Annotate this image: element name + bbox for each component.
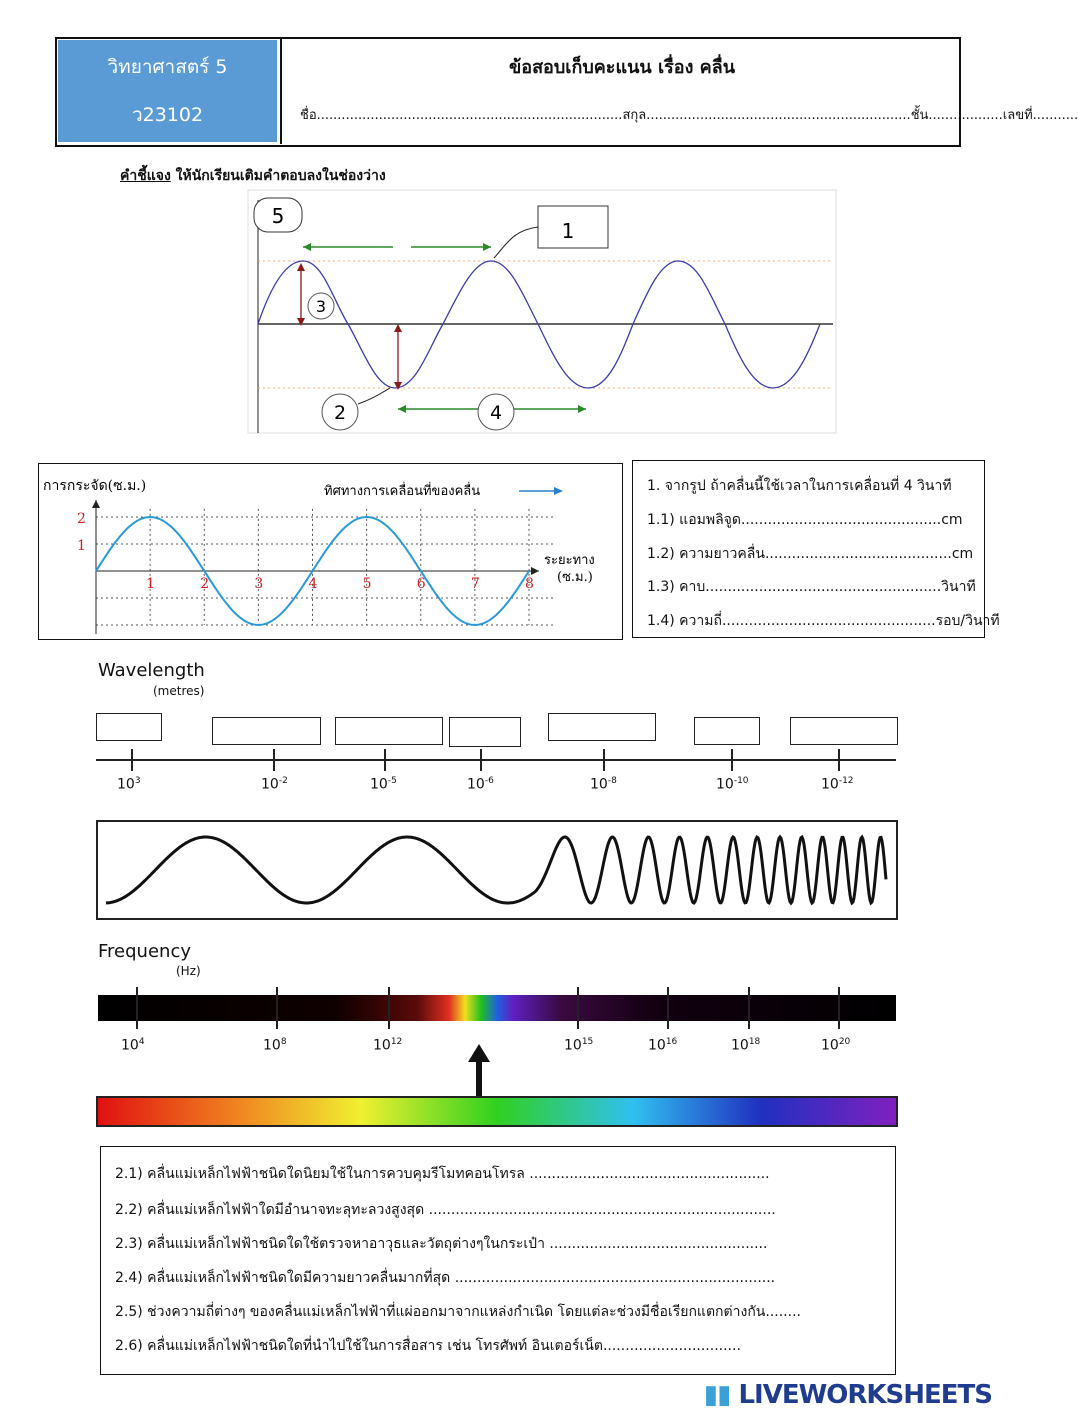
fq-label-4 [564, 1037, 593, 1054]
graph-ylabel: การกระจัด(ซ.ม.) [43, 478, 147, 494]
label-2: 2 [333, 402, 347, 424]
title-panel [280, 38, 1078, 144]
fq-label-1-exp: 4 [138, 1037, 145, 1047]
fq-label-1 [121, 1037, 145, 1054]
label-3: 3 [315, 297, 327, 316]
wl-label-5-exp: -8 [607, 776, 617, 786]
number-dots: ........... [1032, 108, 1078, 123]
wave-diagram [248, 190, 838, 435]
fq-label-4-base: 10 [564, 1037, 582, 1054]
q2-item-1-text: 2.1) คลื่นแม่เหล็กไฟฟ้าชนิดใดนิยมใช้ในการควบคุมรีโมทคอนโทรล [115, 1166, 525, 1182]
wl-label-6 [716, 776, 749, 793]
label-1: 1 [561, 219, 575, 243]
graph-xlabel-1: ระยะทาง [544, 553, 595, 568]
q1-item-2-label: 1.2) ความยาวคลื่น [647, 546, 765, 562]
frequency-unit: (Hz) [176, 964, 201, 978]
fq-label-2 [263, 1037, 287, 1054]
q1-dots-2: .......................................... [764, 546, 952, 562]
displacement-graph-box [38, 463, 623, 640]
fq-label-7 [821, 1037, 850, 1054]
graph-grid [96, 509, 556, 625]
fq-label-3-base: 10 [373, 1037, 391, 1054]
visible-light-arrow [466, 1044, 492, 1098]
q2-dots-1: ...................................................... [524, 1166, 770, 1182]
page-title: ข้อสอบเก็บคะแนน เรื่อง คลื่น [508, 57, 736, 78]
x-tick-7: 7 [470, 576, 480, 592]
name-row [300, 104, 1078, 125]
instruction [120, 165, 386, 187]
q2-item-6-text: 2.6) คลื่นแม่เหล็กไฟฟ้าชนิดใดที่นำไปใช้ในการสื่อสาร เช่น โทรศัพท์ อินเตอร์เน็ต [115, 1338, 603, 1354]
q1-dots-4: ................................................ [721, 613, 936, 629]
instruction-label: คำชี้แจง [120, 168, 171, 184]
fq-label-6-base: 10 [731, 1037, 749, 1054]
class-label: ชั้น [910, 108, 929, 123]
subject-panel [58, 40, 277, 142]
q2-item-5[interactable] [115, 1301, 801, 1323]
frequency-bar [98, 983, 898, 1043]
wavelength-unit: (metres) [153, 684, 205, 698]
em-blank-1[interactable] [96, 713, 162, 741]
graph-x-arrow [531, 567, 539, 575]
graph-x-ticks [146, 576, 534, 592]
fq-label-2-exp: 8 [280, 1037, 287, 1047]
q2-item-2[interactable] [115, 1199, 776, 1221]
visible-gradient [97, 1097, 897, 1126]
logo-text: LIVEWORKSHEETS [738, 1380, 992, 1410]
q1-item-4-unit: รอบ/วินาที [935, 613, 1000, 629]
q1-item-1-unit: cm [941, 512, 963, 528]
q1-item-1-label: 1.1) แอมพลิจูด [647, 512, 741, 528]
wl-label-5 [590, 776, 617, 793]
surname-label: สกุล [622, 108, 647, 123]
x-tick-5: 5 [362, 576, 372, 592]
fq-label-7-exp: 20 [838, 1037, 851, 1047]
q2-dots-3: ................................................. [544, 1236, 768, 1252]
wl-label-2-base: 10 [261, 776, 279, 793]
subject-name: วิทยาศาสตร์ 5 [107, 56, 228, 78]
q2-dots-2: .............................................................................. [424, 1202, 776, 1218]
x-tick-6: 6 [416, 576, 426, 592]
graph-direction-label: ทิศทางการเคลื่อนที่ของคลื่น [324, 484, 481, 499]
wl-label-3-base: 10 [370, 776, 388, 793]
logo-mark: ▮▮ [703, 1380, 739, 1410]
q2-item-3[interactable] [115, 1233, 767, 1255]
fq-label-3-exp: 12 [390, 1037, 403, 1047]
arrow-head [468, 1044, 490, 1062]
q2-dots-4: ........................................................................ [450, 1270, 776, 1286]
q1-item-2[interactable] [647, 543, 973, 565]
wl-label-2-exp: -2 [278, 776, 288, 786]
fq-label-2-base: 10 [263, 1037, 281, 1054]
q2-item-1[interactable] [115, 1163, 770, 1185]
x-tick-8: 8 [525, 576, 534, 592]
q1-dots-1: ............................................. [740, 512, 942, 528]
q2-dots-6: ............................... [602, 1338, 741, 1354]
instruction-text: ให้นักเรียนเติมคำตอบลงในช่องว่าง [170, 168, 386, 184]
wl-label-4-exp: -6 [484, 776, 494, 786]
class-dots: .................. [928, 108, 1003, 123]
x-tick-1: 1 [146, 576, 156, 592]
graph-xlabel-2: (ซ.ม.) [557, 570, 593, 585]
q1-item-4-label: 1.4) ความถี่ [647, 613, 722, 629]
q1-dots-3: ..................................................... [705, 579, 942, 595]
wl-label-4 [467, 776, 494, 793]
wl-label-3-exp: -5 [387, 776, 397, 786]
frequency-title: Frequency [98, 941, 191, 962]
wl-label-1-exp: 3 [134, 776, 141, 786]
fq-label-4-exp: 15 [581, 1037, 594, 1047]
visible-spectrum-bar [96, 1096, 898, 1128]
fq-label-5-base: 10 [648, 1037, 666, 1054]
label-4: 4 [489, 402, 503, 424]
y-tick-1: 1 [77, 538, 86, 554]
q1-intro: 1. จากรูป ถ้าคลื่นนี้ใช้เวลาในการเคลื่อนที่ 4 วินาที [647, 478, 952, 494]
wl-label-4-base: 10 [467, 776, 485, 793]
fq-label-3 [373, 1037, 402, 1054]
wavelength-title: Wavelength [98, 660, 205, 681]
name-label: ชื่อ [300, 108, 317, 123]
wl-label-7-exp: -12 [838, 776, 854, 786]
q1-item-3-label: 1.3) คาบ [647, 579, 706, 595]
em-blank-5[interactable] [548, 713, 656, 741]
q1-item-1[interactable] [647, 509, 963, 531]
wl-label-1 [117, 776, 141, 793]
wl-label-1-base: 10 [117, 776, 135, 793]
fq-label-6-exp: 18 [748, 1037, 761, 1047]
graph-y-arrow [92, 500, 100, 508]
fq-label-7-base: 10 [821, 1037, 839, 1054]
q1-item-4[interactable] [647, 610, 1000, 632]
wavelength-scale [90, 740, 910, 800]
em-wave-frame [97, 821, 897, 919]
em-wave-box [96, 820, 898, 920]
y-tick-2: 2 [77, 511, 86, 527]
question1-box [632, 460, 1000, 638]
direction-arrow-head [554, 487, 563, 495]
subject-code: ว23102 [131, 104, 204, 126]
q2-item-4-text: 2.4) คลื่นแม่เหล็กไฟฟ้าชนิดใดมีความยาวคลื่นมากที่สุด [115, 1270, 451, 1286]
q2-item-5-text: 2.5) ช่วงความถี่ต่างๆ ของคลื่นแม่เหล็กไฟฟ้าที่แผ่ออกมาจากแหล่งกำเนิด โดยแต่ละช่วงมีชื่อเรียกแตกต่างกัน [115, 1304, 766, 1320]
question2-box [100, 1146, 896, 1375]
displacement-graph [39, 464, 622, 639]
q2-item-6[interactable] [115, 1335, 741, 1357]
fq-label-6 [731, 1037, 760, 1054]
q1-item-3-unit: วินาที [941, 579, 976, 595]
q2-dots-5: ........ [765, 1304, 801, 1320]
label-5: 5 [271, 204, 285, 228]
x-tick-4: 4 [308, 576, 318, 592]
wl-label-7 [821, 776, 854, 793]
wl-label-2 [261, 776, 288, 793]
fq-label-5 [648, 1037, 677, 1054]
q1-item-2-unit: cm [951, 546, 974, 562]
q2-item-4[interactable] [115, 1267, 775, 1289]
name-dots: .......................................................................... [316, 108, 623, 123]
wl-label-7-base: 10 [821, 776, 839, 793]
fq-label-5-exp: 16 [665, 1037, 678, 1047]
fq-label-1-base: 10 [121, 1037, 139, 1054]
wl-label-3 [370, 776, 397, 793]
frequency-gradient [98, 995, 896, 1021]
q2-item-3-text: 2.3) คลื่นแม่เหล็กไฟฟ้าชนิดใดใช้ตรวจหาอาวุธและวัตถุต่างๆในกระเป๋า [115, 1236, 545, 1252]
wl-label-6-base: 10 [716, 776, 734, 793]
wl-label-5-base: 10 [590, 776, 608, 793]
surname-dots: ................................................................ [646, 108, 911, 123]
x-tick-3: 3 [254, 576, 264, 592]
x-tick-2: 2 [200, 576, 210, 592]
q2-item-2-text: 2.2) คลื่นแม่เหล็กไฟฟ้าใดมีอำนาจทะลุทะลวงสูงสุด [115, 1202, 425, 1218]
number-label: เลขที่ [1002, 108, 1033, 123]
liveworksheets-logo [704, 1380, 992, 1410]
wl-label-6-exp: -10 [733, 776, 749, 786]
q1-item-3[interactable] [647, 576, 976, 598]
